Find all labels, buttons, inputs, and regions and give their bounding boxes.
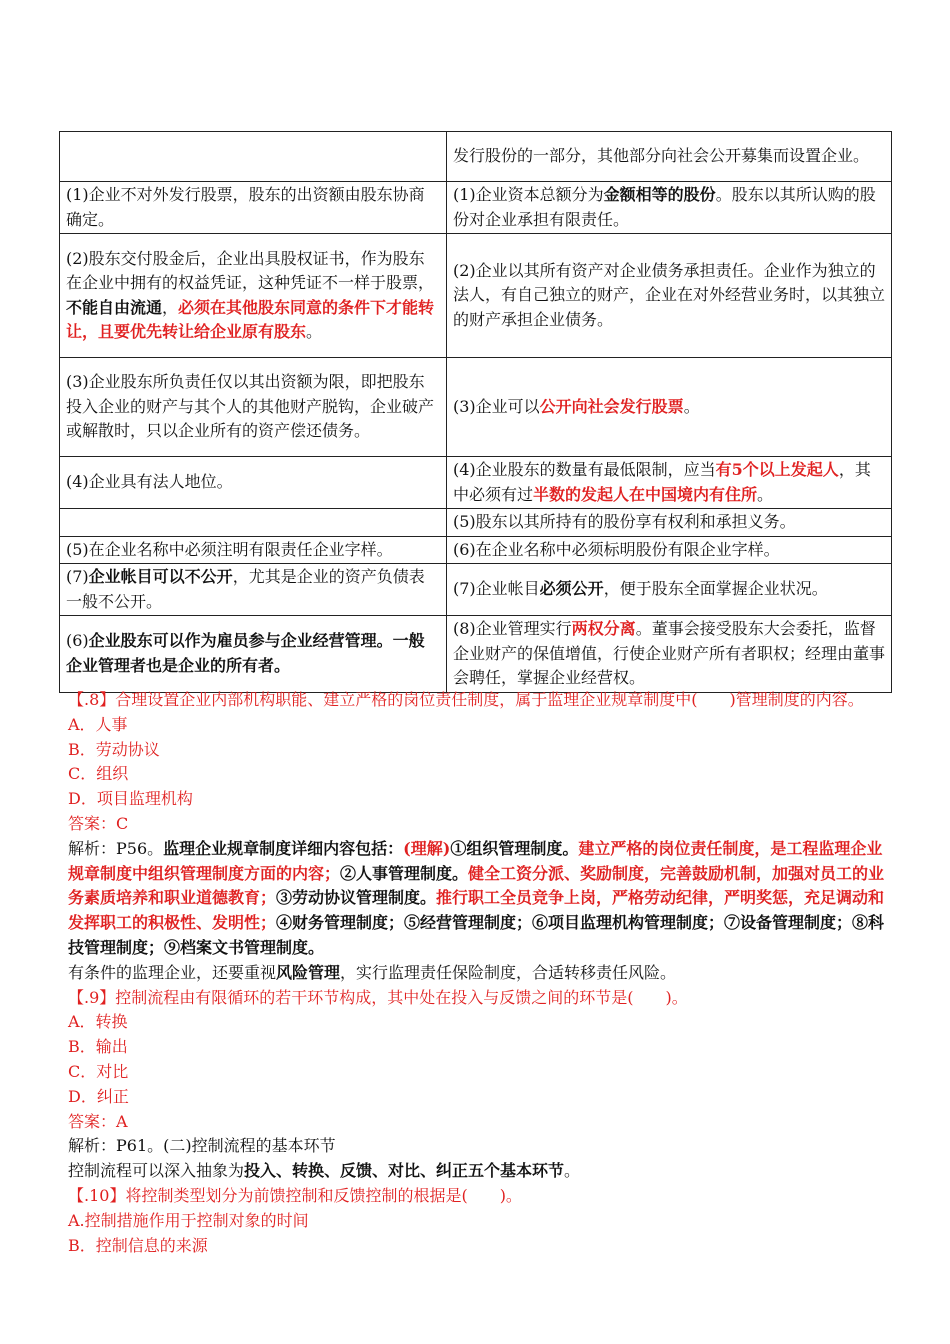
joint-stock-company-cell <box>447 536 892 564</box>
bold-text: 监理企业规章制度详细内容包括： <box>163 838 404 858</box>
bold-text: ③劳动协议管理制度。 <box>276 888 437 908</box>
highlight-text: 健全工资分派、奖励制度，完善鼓励机制，加强对员工的业务素质培养和职业道德教育； <box>68 863 885 908</box>
text-run: (4)企业具有法人地位。 <box>66 472 233 492</box>
text-run: 控制流程可以深入抽象为 <box>68 1161 245 1181</box>
text-run: 解析：P56。 <box>68 838 164 858</box>
joint-stock-company-cell <box>447 132 892 182</box>
analysis <box>68 837 888 961</box>
table-row <box>60 132 892 182</box>
question-stem: 【.10】将控制类型划分为前馈控制和反馈控制的根据是( )。 <box>68 1185 522 1205</box>
option-d: D．纠正 <box>68 1086 129 1106</box>
text-run: 。 <box>757 484 774 504</box>
text-run: (6)在企业名称中必须标明股份有限企业字样。 <box>453 539 780 559</box>
bold-text: ②人事管理制度。 <box>340 863 469 883</box>
highlight-text: 建立严格的岗位责任制度，是工程监理企业规章制度中组织管理制度方面的内容； <box>68 838 883 883</box>
option-c: C．组织 <box>68 764 129 784</box>
option-b: B．输出 <box>68 1037 128 1057</box>
text-run: 。 <box>306 322 323 341</box>
text-run: (3)企业可以 <box>453 396 540 416</box>
joint-stock-company-cell <box>447 564 892 616</box>
bold-text: 风险管理 <box>276 962 341 982</box>
text-run: 。董事会接受股东大会委托，监督企业财产的保值增值，行使企业财产所有者职权；经理由董事会聘任，掌握企业经营权。 <box>453 619 886 687</box>
text-run: ，其中必须有过 <box>453 460 871 504</box>
bold-text: ④财务管理制度；⑤经营管理制度；⑥项目监理机构管理制度；⑦设备管理制度；⑧科技管理制度；⑨档案文书管理制度。 <box>68 913 885 957</box>
question-stem: 【.9】控制流程由有限循环的若干环节构成，其中处在投入与反馈之间的环节是( )。 <box>68 987 688 1007</box>
table-row <box>60 509 892 537</box>
limited-company-cell <box>60 358 447 457</box>
questions-section <box>68 688 888 1258</box>
joint-stock-company-cell <box>447 457 892 509</box>
option-b: B．控制信息的来源 <box>68 1235 208 1255</box>
option-d: D．项目监理机构 <box>68 789 193 809</box>
text-run: 发行股份的一部分，其他部分向社会公开募集而设置企业。 <box>453 146 870 166</box>
text-run: (3)企业股东所负责任仅以其出资额为限，即把股东投入企业的财产与其个人的其他财产脱钩，企业破产或解散时，只以企业所有的资产偿还债务。 <box>66 372 435 441</box>
table-row <box>60 536 892 564</box>
comparison-table-body <box>60 132 892 693</box>
bold-text: 不能自由流通 <box>66 297 163 317</box>
option-a: A．人事 <box>68 714 128 734</box>
joint-stock-company-cell <box>447 234 892 358</box>
text-run: (6) <box>66 631 89 651</box>
highlight-text: (理解) <box>403 838 451 858</box>
highlight-text: 两权分离 <box>571 619 636 638</box>
highlight-text: 推行职工全员竞争上岗，严格劳动纪律，严明奖惩，充足调动和发挥职工的积极性、发明性； <box>68 888 885 933</box>
table-row <box>60 182 892 234</box>
text-run: (2)企业以其所有资产对企业债务承担责任。企业作为独立的法人，有自己独立的财产，企业在对外经营业务时，以其独立的财产承担企业债务。 <box>453 260 886 329</box>
text-run: 。 <box>564 1161 581 1181</box>
joint-stock-company-cell <box>447 616 892 693</box>
table-row <box>60 564 892 616</box>
analysis-detail <box>68 1159 888 1184</box>
question-8 <box>68 688 888 986</box>
text-run: (1)企业不对外发行股票，股东的出资额由股东协商确定。 <box>66 185 425 229</box>
table-row <box>60 234 892 358</box>
limited-company-cell <box>60 132 447 182</box>
answer: 答案：C <box>68 813 129 833</box>
text-run: ，便于股东全面掌握企业状况。 <box>603 579 828 599</box>
limited-company-cell <box>60 564 447 616</box>
text-run: ，实行监理责任保险制度，合适转移责任风险。 <box>340 962 677 982</box>
text-run: (1)企业资本总额分为 <box>453 185 604 204</box>
option-c: C．对比 <box>68 1061 129 1081</box>
highlight-text: 必须在其他股东同意的条件下才能转让，且要优先转让给企业原有股东 <box>66 297 435 341</box>
table-row <box>60 358 892 457</box>
analysis-extra <box>68 961 888 986</box>
question-stem: 【.8】合理设置企业内部机构职能、建立严格的岗位责任制度，属于监理企业规章制度中( )管理制度的内容。 <box>68 690 864 709</box>
bold-text: 金额相等的股份 <box>603 185 716 204</box>
limited-company-cell <box>60 509 447 537</box>
text-run: (7)企业帐目 <box>453 579 540 599</box>
highlight-text: 公开向社会发行股票 <box>539 396 684 416</box>
table-row <box>60 616 892 693</box>
highlight-text: 半数的发起人在中国境内有住所 <box>533 484 758 504</box>
limited-company-cell <box>60 234 447 358</box>
question-9 <box>68 986 888 1184</box>
highlight-text: 有5个以上发起人 <box>715 460 839 479</box>
text-run: ，尤其是企业的资产负债表一般不公开。 <box>66 567 425 611</box>
text-run: (5)股东以其所持有的股份享有权利和承担义务。 <box>453 512 796 531</box>
joint-stock-company-cell <box>447 358 892 457</box>
joint-stock-company-cell <box>447 509 892 537</box>
option-a: A.控制措施作用于控制对象的时间 <box>68 1210 309 1230</box>
text-run: ， <box>162 297 179 317</box>
bold-text: 企业帐目可以不公开 <box>88 567 233 586</box>
joint-stock-company-cell <box>447 182 892 234</box>
option-a: A．转换 <box>68 1012 128 1032</box>
bold-text: 企业股东可以作为雇员参与企业经营管理。一般企业管理者也是企业的所有者。 <box>66 631 425 675</box>
text-run: 。 <box>683 396 700 416</box>
limited-company-cell <box>60 182 447 234</box>
text-run: (5)在企业名称中必须注明有限责任企业字样。 <box>66 539 393 559</box>
text-run: (8)企业管理实行 <box>453 619 572 638</box>
text-run: (4)企业股东的数量有最低限制，应当 <box>453 460 716 479</box>
bold-text: 投入、转换、反馈、对比、纠正五个基本环节 <box>244 1161 565 1181</box>
bold-text: 必须公开 <box>539 579 604 599</box>
limited-company-cell <box>60 457 447 509</box>
comparison-table <box>59 131 892 693</box>
option-b: B．劳动协议 <box>68 739 160 759</box>
analysis: 解析：P61。(二)控制流程的基本环节 <box>68 1136 336 1156</box>
bold-text: ①组织管理制度。 <box>450 838 579 858</box>
limited-company-cell <box>60 616 447 693</box>
limited-company-cell <box>60 536 447 564</box>
text-run: 。股东以其所认购的股份对企业承担有限责任。 <box>453 185 876 229</box>
text-run: (2)股东交付股金后，企业出具股权证书，作为股东在企业中拥有的权益凭证，这种凭证不一样于股票， <box>66 248 435 292</box>
text-run: (7) <box>66 567 89 586</box>
table-row <box>60 457 892 509</box>
question-10 <box>68 1184 888 1258</box>
answer: 答案：A <box>68 1111 128 1131</box>
text-run: 有条件的监理企业，还要重视 <box>68 962 277 982</box>
